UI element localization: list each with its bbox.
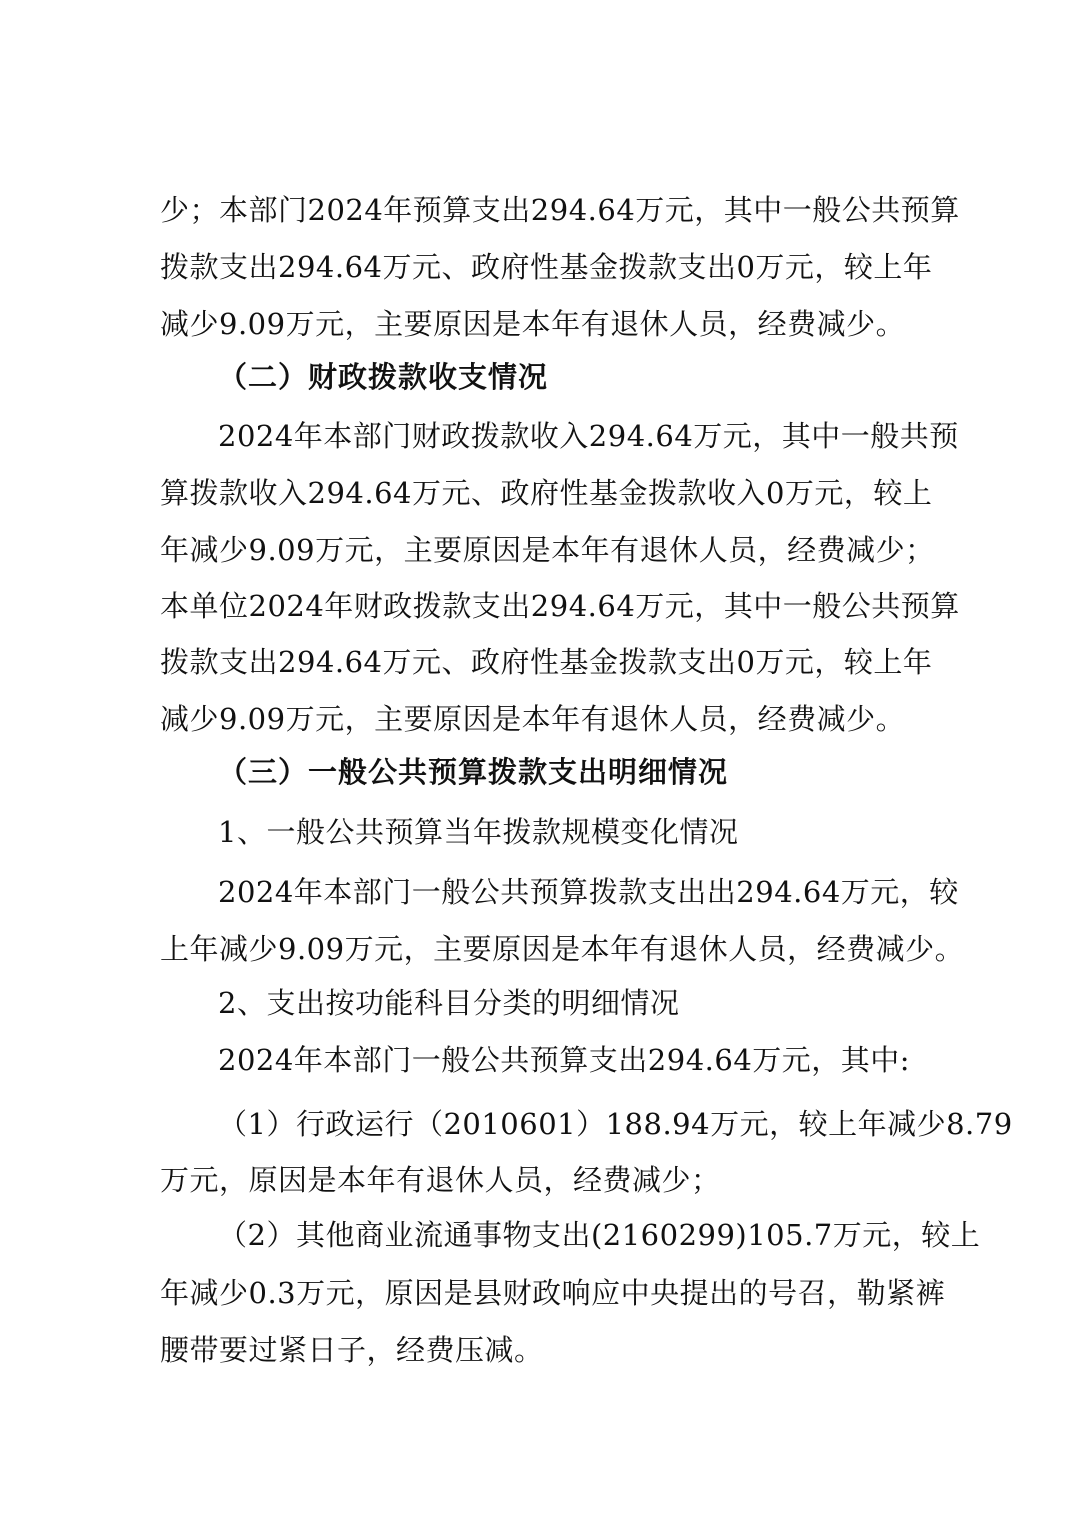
body-line: 年减少9.09万元，主要原因是本年有退休人员，经费减少； bbox=[160, 533, 935, 567]
body-line: 2024年本部门财政拨款收入294.64万元，其中一般共预 bbox=[218, 419, 959, 453]
body-line: 上年减少9.09万元，主要原因是本年有退休人员，经费减少。 bbox=[160, 932, 965, 966]
body-line: 减少9.09万元，主要原因是本年有退休人员，经费减少。 bbox=[160, 307, 906, 341]
subsection-heading-2: 2、支出按功能科目分类的明细情况 bbox=[218, 986, 680, 1020]
body-line: 少；本部门2024年预算支出294.64万元，其中一般公共预算 bbox=[160, 193, 960, 227]
list-item-1: （1）行政运行（2010601）188.94万元，较上年减少8.79 bbox=[218, 1107, 1013, 1141]
section-heading-3: （三）一般公共预算拨款支出明细情况 bbox=[218, 755, 729, 789]
body-line: 本单位2024年财政拨款支出294.64万元，其中一般公共预算 bbox=[160, 589, 960, 623]
body-line: 拨款支出294.64万元、政府性基金拨款支出0万元，较上年 bbox=[160, 250, 933, 284]
body-line: 算拨款收入294.64万元、政府性基金拨款收入0万元，较上 bbox=[160, 476, 933, 510]
body-line: 腰带要过紧日子，经费压减。 bbox=[160, 1333, 544, 1367]
body-line: 万元，原因是本年有退休人员，经费减少； bbox=[160, 1163, 721, 1197]
section-heading-2: （二）财政拨款收支情况 bbox=[218, 360, 549, 394]
body-line: 年减少0.3万元，原因是县财政响应中央提出的号召，勒紧裤 bbox=[160, 1276, 946, 1310]
list-item-2: （2）其他商业流通事物支出(2160299)105.7万元，较上 bbox=[218, 1218, 981, 1252]
body-line: 拨款支出294.64万元、政府性基金拨款支出0万元，较上年 bbox=[160, 645, 933, 679]
body-line: 减少9.09万元，主要原因是本年有退休人员，经费减少。 bbox=[160, 702, 906, 736]
subsection-heading-1: 1、一般公共预算当年拨款规模变化情况 bbox=[218, 815, 739, 849]
body-line: 2024年本部门一般公共预算拨款支出出294.64万元，较 bbox=[218, 875, 959, 909]
body-line: 2024年本部门一般公共预算支出294.64万元，其中: bbox=[218, 1043, 911, 1077]
